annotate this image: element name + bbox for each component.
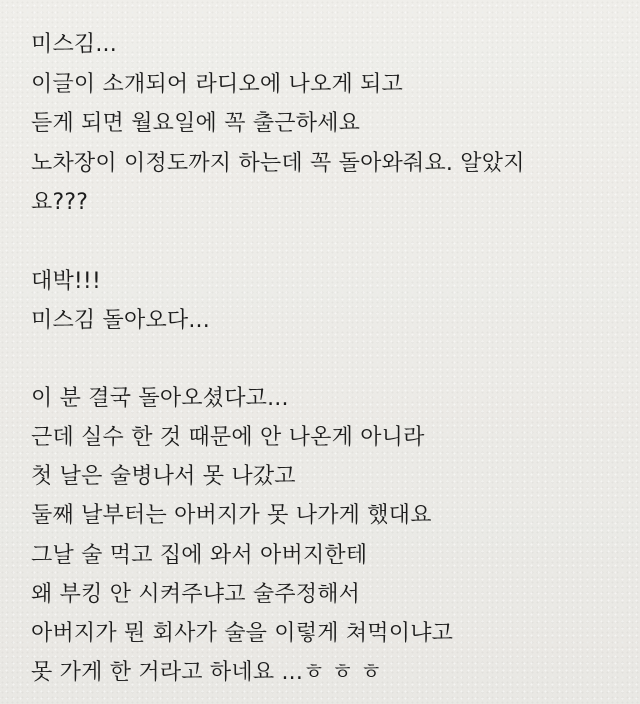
note-line-11: 둘째 날부터는 아버지가 못 나가게 했대요 (31, 503, 432, 528)
note-line-9: 근데 실수 한 것 때문에 안 나온게 아니라 (31, 425, 425, 450)
note-line-8: 이 분 결국 돌아오셨다고... (31, 386, 289, 411)
note-line-4: 노차장이 이정도까지 하는데 꼭 돌아와줘요. 알았지 (31, 151, 525, 176)
note-line-15: 못 가게 한 거라고 하네요 ...ㅎ ㅎ ㅎ (31, 660, 382, 685)
note-line-14: 아버지가 뭔 회사가 술을 이렇게 쳐먹이냐고 (31, 621, 454, 646)
note-line-5: 요??? (31, 190, 89, 215)
note-line-10: 첫 날은 술병나서 못 나갔고 (31, 464, 296, 489)
note-line-13: 왜 부킹 안 시켜주냐고 술주정해서 (31, 582, 361, 607)
note-line-12: 그날 술 먹고 집에 와서 아버지한테 (31, 543, 368, 568)
note-line-6: 대박!!! (31, 269, 101, 294)
note-line-3: 듣게 되면 월요일에 꼭 출근하세요 (31, 111, 361, 136)
note-line-2: 이글이 소개되어 라디오에 나오게 되고 (31, 72, 404, 97)
note-line-1: 미스김... (31, 32, 117, 57)
note-line-7: 미스김 돌아오다... (31, 308, 210, 333)
